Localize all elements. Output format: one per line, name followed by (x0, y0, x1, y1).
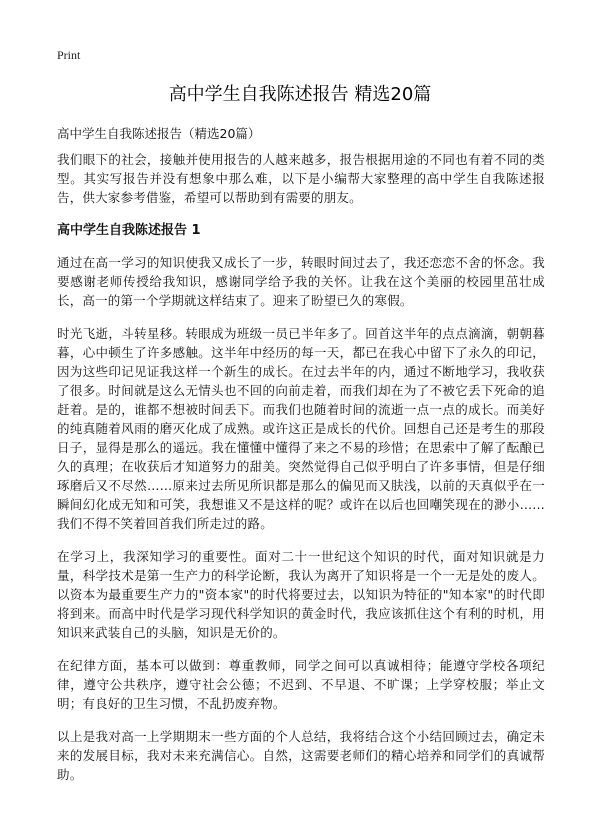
intro-paragraph: 我们眼下的社会，接触并使用报告的人越来越多，报告根据用途的不同也有着不同的类型。其实写报告并没有想象中那么难，以下是小编帮大家整理的高中学生自我陈述报告，供大家参考借鉴，希望可以帮助到有需要的朋友。 (57, 152, 545, 205)
document-body (57, 150, 545, 798)
body-paragraph-1: 通过在高一学习的知识使我又成长了一步，转眼时间过去了，我还恋恋不舍的怀念。我要感谢老师传授给我知识，感谢同学给予我的关怀。让我在这个美丽的校园里茁壮成长，高一的第一个学期就这样结束了。迎来了盼望已久的寒假。 (57, 255, 545, 308)
body-paragraph-5: 以上是我对高一上学期期末一些方面的个人总结，我将结合这个小结回顾过去，确定未来的发展目标，我对未来充满信心。自然，这需要老师们的精心培养和同学们的真诚帮助。 (57, 729, 545, 782)
body-paragraph-3: 在学习上，我深知学习的重要性。面对二十一世纪这个知识的时代，面对知识就是力量，科学技术是第一生产力的科学论断，我认为离开了知识将是一个一无是处的废人。以资本为最重要生产力的"资本家"的时代将要过去，以知识为特征的"知本家"的时代即将到来。而高中时代是学习现代科学知识的黄金时代，我应该抓住这个有利的时机，用知识来武装自己的头脑，知识是无价的。 (57, 549, 545, 640)
body-paragraph-2: 时光飞逝，斗转星移。转眼成为班级一员已半年多了。回首这半年的点点滴滴，朝朝暮暮，心中顿生了许多感触。这半年中经历的每一天，都已在我心中留下了永久的印记，因为这些印记见证我这样一个新生的成长。在过去半年的内，通过不断地学习，我收获了很多。时间就是这么无情头也不回的向前走着，而我们却在为了不被它丢下死命的追赶着。是的，谁都不想被时间丢下。而我们也随着时间的流逝一点一点的成长。而美好的纯真随着风雨的磨灭化成了成熟。或许这正是成长的代价。回想自己还是考生的那段日子，显得是那么的遥远。我在懂懂中懂得了来之不易的珍惜；在思索中了解了酝酿已久的真理；在收获后才知道努力的甜美。突然觉得自己似乎明白了许多事情，但是仔细琢磨后又不尽然……原来过去所见所识都是那么的偏见而又肤浅，以前的天真似乎在一瞬间幻化成无知和可笑，我想谁又不是这样的呢？或许在以后也回嘲笑现在的渺小……我们不得不笑着回首我们所走过的路。 (57, 326, 545, 531)
document-subtitle: 高中学生自我陈述报告（精选20篇） (57, 126, 261, 141)
print-link[interactable]: Print (57, 48, 81, 62)
body-paragraph-4: 在纪律方面，基本可以做到：尊重教师，同学之间可以真诚相待；能遵守学校各项纪律，遵守公共秩序，遵守社会公德；不迟到、不早退、不旷课；上学穿校服；举止文明；有良好的卫生习惯，不乱扔废弃物。 (57, 658, 545, 711)
document-title: 高中学生自我陈述报告 精选20篇 (168, 84, 432, 105)
section-heading: 高中学生自我陈述报告 1 (57, 223, 201, 238)
